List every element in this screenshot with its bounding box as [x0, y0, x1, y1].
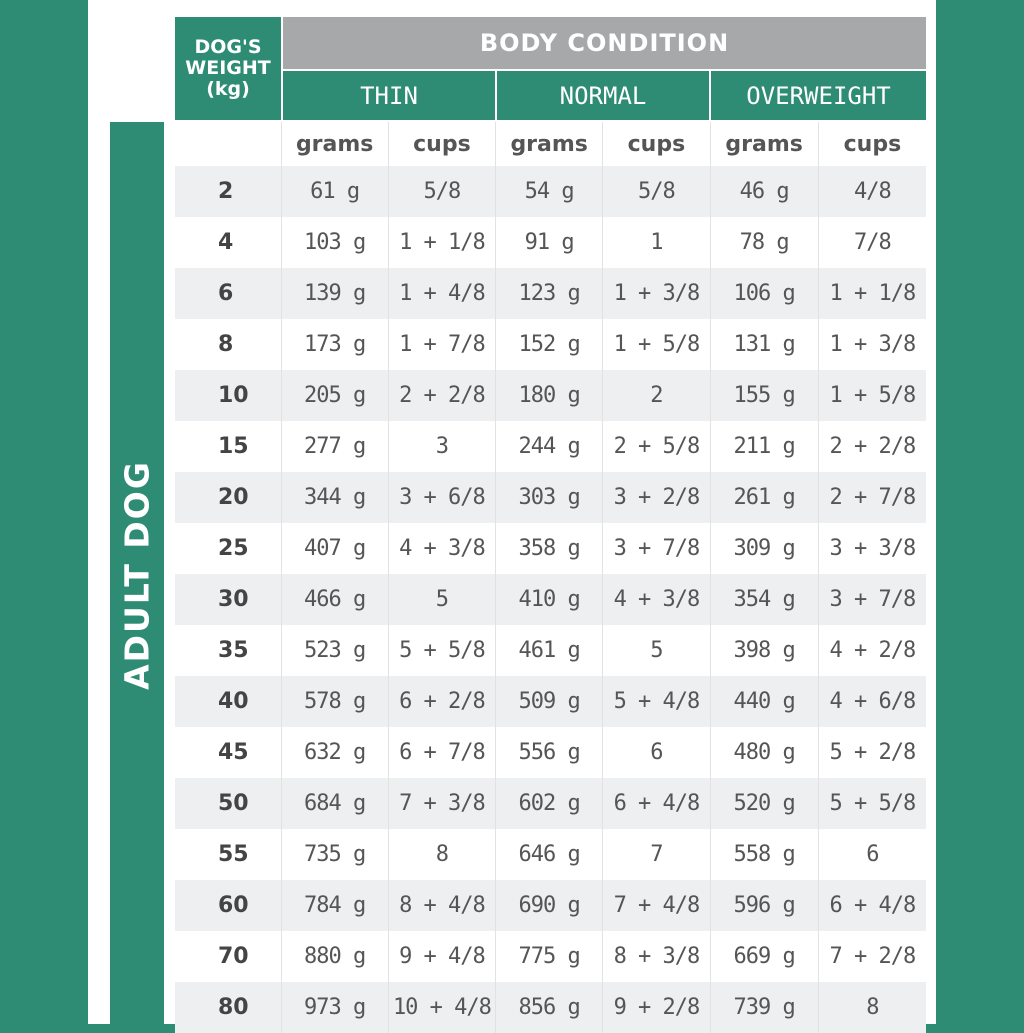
thin-cups-cell: 1 + 4/8: [389, 268, 496, 319]
normal-cups-cell: 6: [603, 727, 710, 778]
overweight-cups-cell: 8: [866, 995, 879, 1020]
overweight-cups-cell: 1 + 3/8: [829, 332, 916, 357]
unit-cell: grams: [496, 122, 603, 166]
normal-cups-cell: 1 + 5/8: [603, 319, 710, 370]
overweight-grams-cell: 155 g: [711, 370, 819, 421]
table-row: [175, 829, 926, 880]
overweight-grams-cell: 440 g: [711, 676, 819, 727]
overweight-cups-cell: 3 + 3/8: [829, 536, 916, 561]
table-row: [175, 166, 926, 217]
normal-grams-cell: 856 g: [496, 982, 603, 1033]
overweight-cups-cell: 1 + 1/8: [829, 281, 916, 306]
overweight-grams-cell: 558 g: [711, 829, 819, 880]
units-row: [175, 122, 926, 166]
weight-cell: 20: [175, 472, 282, 523]
normal-cups-cell: 6 + 4/8: [603, 778, 710, 829]
normal-cups-cell: 1: [603, 217, 710, 268]
normal-cups-cell: 5/8: [603, 166, 710, 217]
thin-grams-cell: 344 g: [282, 472, 389, 523]
header-thin: THIN: [283, 71, 495, 120]
weight-cell: 8: [175, 319, 282, 370]
side-label-adult-dog: ADULT DOG: [117, 460, 157, 690]
normal-cups-cell: 8 + 3/8: [603, 931, 710, 982]
thin-grams-cell: 205 g: [282, 370, 389, 421]
normal-grams-cell: 509 g: [496, 676, 603, 727]
thin-cups-cell: 5 + 5/8: [389, 625, 496, 676]
weight-cell: 50: [175, 778, 282, 829]
table-row: [175, 982, 926, 1033]
normal-grams-cell: 461 g: [496, 625, 603, 676]
overweight-grams-cell: 261 g: [711, 472, 819, 523]
thin-grams-cell: 173 g: [282, 319, 389, 370]
table-row: [175, 217, 926, 268]
overweight-grams-cell: 669 g: [711, 931, 819, 982]
thin-grams-cell: 61 g: [282, 166, 389, 217]
thin-grams-cell: 973 g: [282, 982, 389, 1033]
normal-cups-cell: 2: [603, 370, 710, 421]
unit-cell: cups: [603, 122, 710, 166]
normal-grams-cell: 775 g: [496, 931, 603, 982]
overweight-cups-cell: 1 + 5/8: [829, 383, 916, 408]
table-row: [175, 472, 926, 523]
thin-grams-cell: 735 g: [282, 829, 389, 880]
overweight-cups-cell: 4 + 2/8: [829, 638, 916, 663]
overweight-grams-cell: 739 g: [711, 982, 819, 1033]
table-row: [175, 880, 926, 931]
weight-cell: 40: [175, 676, 282, 727]
weight-cell: 15: [175, 421, 282, 472]
table-row: [175, 421, 926, 472]
table-row: [175, 574, 926, 625]
normal-cups-cell: 3 + 7/8: [603, 523, 710, 574]
normal-cups-cell: 7: [603, 829, 710, 880]
header-overweight: OVERWEIGHT: [711, 71, 926, 120]
unit-cell: grams: [282, 122, 389, 166]
weight-cell: 2: [175, 166, 282, 217]
normal-cups-cell: 1 + 3/8: [603, 268, 710, 319]
thin-grams-cell: 103 g: [282, 217, 389, 268]
thin-cups-cell: 3 + 6/8: [389, 472, 496, 523]
thin-grams-cell: 277 g: [282, 421, 389, 472]
table-row: [175, 370, 926, 421]
table-row: [175, 727, 926, 778]
table-row: [175, 319, 926, 370]
normal-grams-cell: 54 g: [496, 166, 603, 217]
weight-cell: 4: [175, 217, 282, 268]
normal-grams-cell: 303 g: [496, 472, 603, 523]
normal-grams-cell: 180 g: [496, 370, 603, 421]
normal-grams-cell: 244 g: [496, 421, 603, 472]
weight-cell: 70: [175, 931, 282, 982]
normal-grams-cell: 91 g: [496, 217, 603, 268]
thin-cups-cell: 1 + 1/8: [389, 217, 496, 268]
overweight-cups-cell: 7 + 2/8: [829, 944, 916, 969]
normal-grams-cell: 556 g: [496, 727, 603, 778]
unit-cell: cups: [389, 122, 496, 166]
normal-cups-cell: 4 + 3/8: [603, 574, 710, 625]
thin-cups-cell: 3: [389, 421, 496, 472]
overweight-grams-cell: 354 g: [711, 574, 819, 625]
normal-cups-cell: 3 + 2/8: [603, 472, 710, 523]
weight-cell: 6: [175, 268, 282, 319]
thin-cups-cell: 4 + 3/8: [389, 523, 496, 574]
overweight-grams-cell: 131 g: [711, 319, 819, 370]
overweight-cups-cell: 5 + 2/8: [829, 740, 916, 765]
table-row: [175, 778, 926, 829]
overweight-grams-cell: 480 g: [711, 727, 819, 778]
header-weight-line2: WEIGHT: [185, 57, 271, 79]
header-weight-line1: DOG'S: [194, 36, 262, 58]
thin-cups-cell: 5/8: [389, 166, 496, 217]
weight-cell: 25: [175, 523, 282, 574]
overweight-cups-cell: 4/8: [854, 179, 891, 204]
weight-cell: 45: [175, 727, 282, 778]
table-row: [175, 268, 926, 319]
overweight-cups-cell: 4 + 6/8: [829, 689, 916, 714]
weight-cell: 30: [175, 574, 282, 625]
thin-grams-cell: 139 g: [282, 268, 389, 319]
normal-cups-cell: 7 + 4/8: [603, 880, 710, 931]
overweight-cups-cell: 7/8: [854, 230, 891, 255]
thin-cups-cell: 10 + 4/8: [389, 982, 496, 1033]
thin-cups-cell: 7 + 3/8: [389, 778, 496, 829]
thin-grams-cell: 466 g: [282, 574, 389, 625]
overweight-grams-cell: 106 g: [711, 268, 819, 319]
overweight-cups-cell: 6: [866, 842, 879, 867]
thin-cups-cell: 5: [389, 574, 496, 625]
thin-grams-cell: 578 g: [282, 676, 389, 727]
normal-grams-cell: 152 g: [496, 319, 603, 370]
overweight-grams-cell: 309 g: [711, 523, 819, 574]
thin-grams-cell: 523 g: [282, 625, 389, 676]
overweight-grams-cell: 46 g: [711, 166, 819, 217]
thin-grams-cell: 632 g: [282, 727, 389, 778]
header-weight-line3: (kg): [206, 78, 250, 100]
unit-cell: cups: [843, 131, 902, 157]
thin-grams-cell: 784 g: [282, 880, 389, 931]
thin-cups-cell: 9 + 4/8: [389, 931, 496, 982]
normal-grams-cell: 646 g: [496, 829, 603, 880]
thin-grams-cell: 407 g: [282, 523, 389, 574]
overweight-cups-cell: 3 + 7/8: [829, 587, 916, 612]
normal-cups-cell: 5: [603, 625, 710, 676]
thin-grams-cell: 880 g: [282, 931, 389, 982]
unit-cell: grams: [711, 122, 819, 166]
header-body-condition: BODY CONDITION: [283, 17, 926, 69]
normal-grams-cell: 602 g: [496, 778, 603, 829]
normal-cups-cell: 9 + 2/8: [603, 982, 710, 1033]
overweight-cups-cell: 2 + 7/8: [829, 485, 916, 510]
thin-cups-cell: 1 + 7/8: [389, 319, 496, 370]
header-normal: NORMAL: [497, 71, 709, 120]
thin-cups-cell: 8: [389, 829, 496, 880]
thin-cups-cell: 2 + 2/8: [389, 370, 496, 421]
thin-grams-cell: 684 g: [282, 778, 389, 829]
normal-grams-cell: 690 g: [496, 880, 603, 931]
normal-cups-cell: 2 + 5/8: [603, 421, 710, 472]
normal-grams-cell: 358 g: [496, 523, 603, 574]
overweight-grams-cell: 211 g: [711, 421, 819, 472]
normal-cups-cell: 5 + 4/8: [603, 676, 710, 727]
weight-cell: 80: [175, 982, 282, 1033]
overweight-cups-cell: 5 + 5/8: [829, 791, 916, 816]
feeding-table: [175, 122, 926, 1033]
overweight-grams-cell: 78 g: [711, 217, 819, 268]
table-row: [175, 523, 926, 574]
weight-cell: 35: [175, 625, 282, 676]
table-row: [175, 931, 926, 982]
normal-grams-cell: 410 g: [496, 574, 603, 625]
units-blank-cell: [175, 122, 282, 166]
overweight-grams-cell: 520 g: [711, 778, 819, 829]
normal-grams-cell: 123 g: [496, 268, 603, 319]
overweight-grams-cell: 398 g: [711, 625, 819, 676]
overweight-cups-cell: 6 + 4/8: [829, 893, 916, 918]
table-row: [175, 676, 926, 727]
thin-cups-cell: 8 + 4/8: [389, 880, 496, 931]
overweight-cups-cell: 2 + 2/8: [829, 434, 916, 459]
thin-cups-cell: 6 + 2/8: [389, 676, 496, 727]
weight-cell: 10: [175, 370, 282, 421]
header-dogs-weight: [175, 17, 281, 120]
weight-cell: 55: [175, 829, 282, 880]
table-row: [175, 625, 926, 676]
weight-cell: 60: [175, 880, 282, 931]
overweight-grams-cell: 596 g: [711, 880, 819, 931]
thin-cups-cell: 6 + 7/8: [389, 727, 496, 778]
